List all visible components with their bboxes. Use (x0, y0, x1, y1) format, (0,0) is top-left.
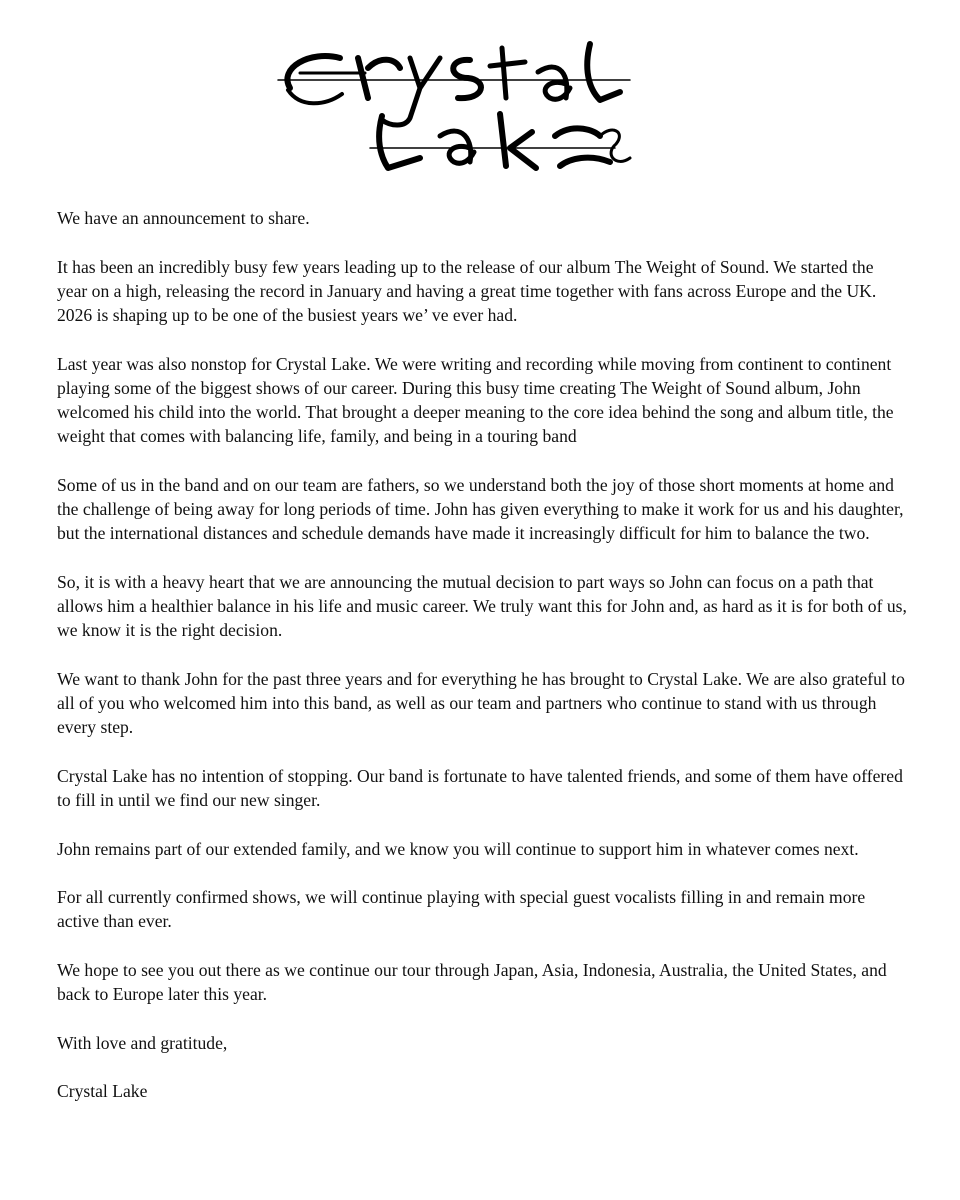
paragraph-thanks: We want to thank John for the past three years and for everything he has brought to Crystal Lake. We are also grateful to all of you who welcomed him into this band, as well as our team and partners who continue to stand with us through every step. (57, 668, 905, 738)
paragraph-decision: So, it is with a heavy heart that we are announcing the mutual decision to part ways so John can focus on a path that allows him a healthier balance in his life and music career. We truly want this for John and, as hard as it is for both of us, we know it is the right decision. (57, 571, 907, 641)
paragraph-last-year: Last year was also nonstop for Crystal Lake. We were writing and recording while moving from continent to continent playing some of the biggest shows of our career. During this busy time creating The Weight of Sound album, John welcomed his child into the world. That brought a deeper meaning to the core idea behind the song and album title, the weight that comes with balancing life, family, and being in a touring band (57, 353, 894, 447)
logo-artwork (270, 28, 690, 178)
signature: Crystal Lake (57, 1081, 148, 1102)
crystal-lake-logo (270, 28, 690, 178)
paragraph-fathers: Some of us in the band and on our team are fathers, so we understand both the joy of those short moments at home and the challenge of being away for long periods of time. John has given everything to make it work for us and his daughter, but the international distances and schedule demands have made it increasingly difficult for him to balance the two. (57, 474, 904, 544)
paragraph-tour: We hope to see you out there as we continue our tour through Japan, Asia, Indonesia, Australia, the United States, and back to Europe later this year. (57, 959, 887, 1005)
paragraph-continuing: Crystal Lake has no intention of stopping. Our band is fortunate to have talented friends, and some of them have offered to fill in until we find our new singer. (57, 765, 903, 810)
paragraph-shows: For all currently confirmed shows, we will continue playing with special guest vocalists filling in and remain more active than ever. (57, 887, 866, 932)
paragraph-family: John remains part of our extended family, and we know you will continue to support him in whatever comes next. (57, 838, 859, 859)
closing-line: With love and gratitude, (57, 1032, 228, 1053)
letter-body (57, 206, 907, 1128)
paragraph-opening: We have an announcement to share. (57, 208, 310, 228)
paragraph-album-release: It has been an incredibly busy few years leading up to the release of our album The Weight of Sound. We started the year on a high, releasing the record in January and having a great time together with fans across Europe and the UK. 2026 is shaping up to be one of the busiest years we’ ve ever had. (57, 256, 877, 325)
